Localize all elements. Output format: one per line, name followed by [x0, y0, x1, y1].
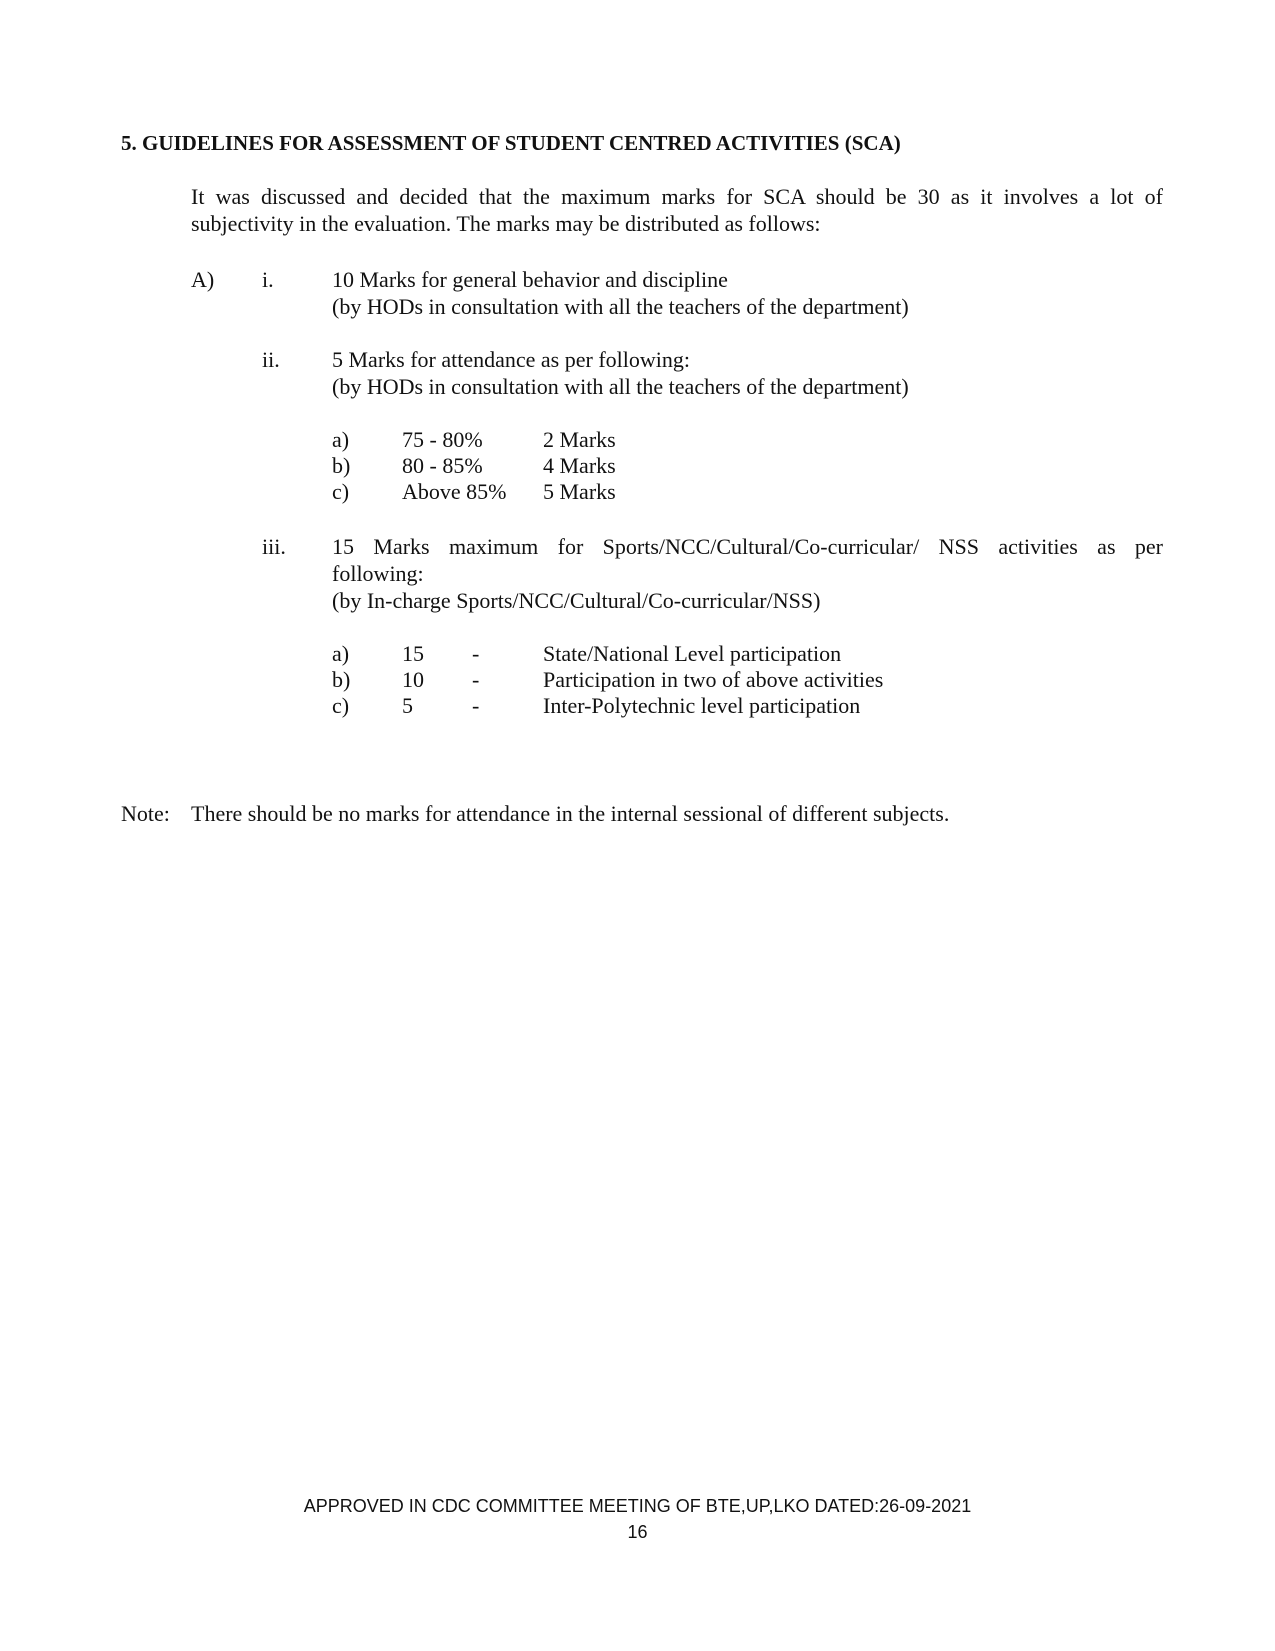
item-iii-numeral: iii. — [262, 534, 286, 559]
attendance-row-marks: 4 Marks — [543, 453, 616, 478]
activity-row-desc: Inter-Polytechnic level participation — [543, 693, 861, 718]
item-ii-line-1: 5 Marks for attendance as per following: — [332, 347, 690, 372]
section-heading: 5. GUIDELINES FOR ASSESSMENT OF STUDENT CENTRED ACTIVITIES (SCA) — [121, 131, 901, 155]
item-ii-numeral: ii. — [262, 347, 280, 372]
item-i-line-1: 10 Marks for general behavior and discipline — [332, 267, 728, 292]
activity-row-value: 15 — [402, 641, 424, 666]
intro-paragraph — [191, 183, 1163, 237]
footer-approval: APPROVED IN CDC COMMITTEE MEETING OF BTE,UP,LKO DATED:26-09-2021 — [303, 1496, 972, 1516]
attendance-row-marks: 5 Marks — [543, 479, 616, 504]
activity-row-desc: Participation in two of above activities — [543, 667, 884, 692]
activity-row-letter: c) — [332, 693, 350, 718]
attendance-row-marks: 2 Marks — [543, 427, 616, 452]
item-i-numeral: i. — [262, 267, 274, 292]
intro-line-1: It was discussed and decided that the maximum marks for SCA should be 30 as it involves a lot of — [191, 184, 1163, 209]
item-iii-line-1: 15 Marks maximum for Sports/NCC/Cultural/Co-curricular/ NSS activities as per — [332, 534, 1163, 559]
page-number: 16 — [627, 1522, 648, 1542]
activity-row-letter: b) — [332, 667, 351, 692]
activity-row-dash: - — [472, 667, 480, 692]
attendance-row-letter: b) — [332, 453, 351, 478]
activity-row-letter: a) — [332, 641, 350, 666]
note-text: There should be no marks for attendance in the internal sessional of different subjects. — [191, 801, 950, 826]
activity-row-dash: - — [472, 641, 480, 666]
item-iii-line-2: following: — [332, 561, 424, 586]
activity-row-value: 5 — [402, 693, 413, 718]
activity-row-value: 10 — [402, 667, 424, 692]
note-label: Note: — [121, 801, 170, 826]
attendance-row-range: 75 - 80% — [402, 427, 483, 452]
attendance-row-range: Above 85% — [402, 479, 507, 504]
attendance-row-letter: c) — [332, 479, 350, 504]
item-ii-line-2: (by HODs in consultation with all the teachers of the department) — [332, 374, 909, 399]
activity-row-dash: - — [472, 693, 480, 718]
attendance-row-range: 80 - 85% — [402, 453, 483, 478]
attendance-row-letter: a) — [332, 427, 350, 452]
activity-row-desc: State/National Level participation — [543, 641, 842, 666]
intro-line-2: subjectivity in the evaluation. The marks may be distributed as follows: — [191, 211, 821, 236]
section-a-label: A) — [191, 267, 215, 292]
item-iii-line-3: (by In-charge Sports/NCC/Cultural/Co-curricular/NSS) — [332, 588, 821, 613]
item-i-line-2: (by HODs in consultation with all the teachers of the department) — [332, 294, 909, 319]
